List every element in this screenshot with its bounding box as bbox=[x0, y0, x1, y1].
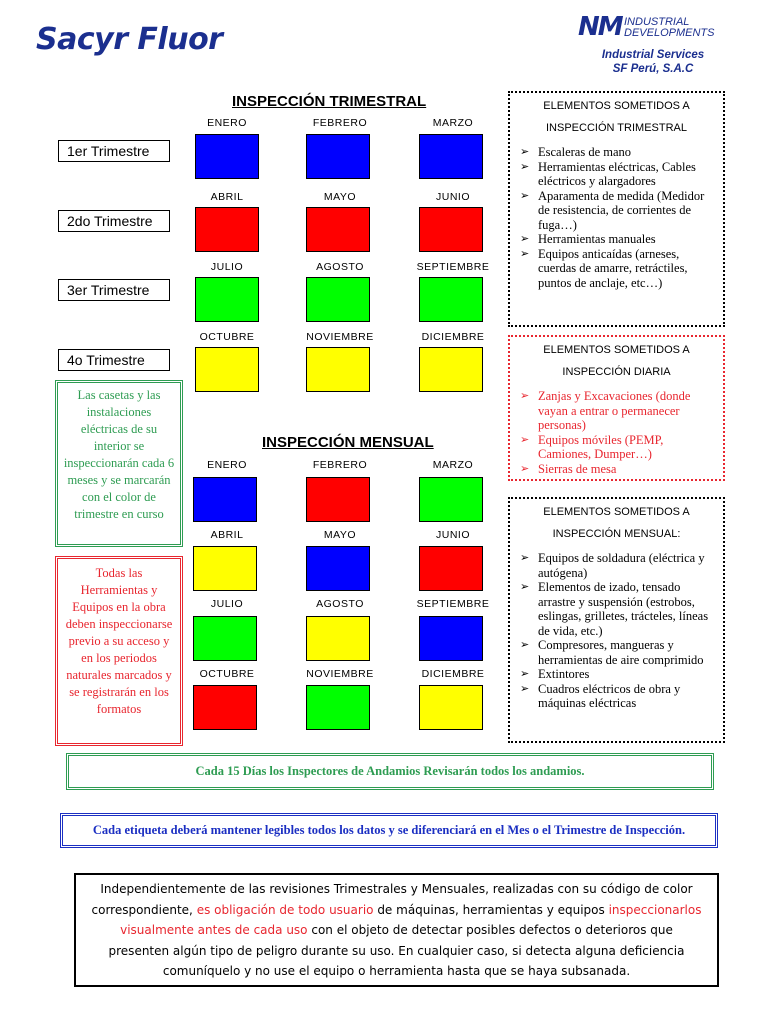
footer-text: Independientemente de las revisiones Trimestrales y Mensuales, realizadas con su código de color correspondiente, bbox=[91, 882, 693, 917]
daily-visual-inspection-notice bbox=[74, 873, 719, 987]
nm-logo-line1: INDUSTRIAL bbox=[624, 16, 690, 28]
month-label: OCTUBRE bbox=[199, 331, 255, 343]
panel-title-line2: INSPECCIÓN DIARIA bbox=[562, 366, 671, 378]
company-name bbox=[578, 48, 728, 76]
color-swatch bbox=[419, 277, 483, 322]
month-label: DICIEMBRE bbox=[421, 331, 485, 343]
label-legibility-banner: Cada etiqueta deberá mantener legibles todos los datos y se diferenciará en el Mes o el Trimestre de Inspección. bbox=[60, 813, 718, 848]
month-label: OCTUBRE bbox=[199, 668, 255, 680]
monthly-elements-list bbox=[510, 551, 723, 711]
list-item: ➢ Sierras de mesa bbox=[510, 462, 723, 477]
list-item: ➢ Aparamenta de medida (Medidor de resistencia, de corrientes de fuga…) bbox=[510, 189, 723, 233]
color-swatch bbox=[193, 685, 257, 730]
color-swatch bbox=[419, 685, 483, 730]
list-item: ➢ Extintores bbox=[510, 667, 723, 682]
footer-text: de máquinas, herramientas y equipos bbox=[373, 902, 609, 917]
quarter-label: 2do Trimestre bbox=[58, 210, 170, 232]
quarter-label: 3er Trimestre bbox=[58, 279, 170, 301]
panel-title bbox=[510, 337, 723, 383]
color-swatch bbox=[306, 616, 370, 661]
color-swatch bbox=[419, 207, 483, 252]
cabins-note: Las casetas y las instalaciones eléctricas de su interior se inspeccionarán cada 6 meses y se marcarán con el color de trimestre en curso bbox=[55, 380, 183, 547]
color-swatch bbox=[306, 277, 370, 322]
color-swatch bbox=[306, 685, 370, 730]
month-label: AGOSTO bbox=[316, 598, 364, 610]
list-item: ➢ Escaleras de mano bbox=[510, 145, 723, 160]
color-swatch bbox=[195, 207, 259, 252]
color-swatch bbox=[419, 477, 483, 522]
list-item: ➢ Elementos de izado, tensado arrastre y suspensión (estrobos, eslingas, grilletes, trácteles, líneas de vida, etc.) bbox=[510, 580, 723, 638]
month-label: NOVIEMBRE bbox=[306, 668, 374, 680]
footer-text: con el objeto de detectar posibles defectos o deterioros que presenten algún tipo de peligro durante su uso. En cualquier caso, si detecta alguna deficiencia comuníquelo y no use el equipo o herramienta hasta que se haya subsanada. bbox=[108, 923, 685, 978]
scaffold-inspection-banner: Cada 15 Días los Inspectores de Andamios Revisarán todos los andamios. bbox=[66, 753, 714, 790]
footer-highlight: es obligación de todo usuario bbox=[196, 902, 374, 917]
month-label: NOVIEMBRE bbox=[306, 331, 374, 343]
list-item: ➢ Herramientas eléctricas, Cables eléctricos y alargadores bbox=[510, 160, 723, 189]
month-label: DICIEMBRE bbox=[421, 668, 485, 680]
panel-title-line2: INSPECCIÓN TRIMESTRAL bbox=[546, 122, 687, 134]
month-label: AGOSTO bbox=[316, 261, 364, 273]
color-swatch bbox=[195, 277, 259, 322]
quarterly-elements-list bbox=[510, 145, 723, 290]
daily-elements-list bbox=[510, 389, 723, 476]
month-label: JULIO bbox=[210, 598, 244, 610]
quarter-label: 1er Trimestre bbox=[58, 140, 170, 162]
month-label: FEBRERO bbox=[312, 459, 368, 471]
panel-title-line1: ELEMENTOS SOMETIDOS A bbox=[543, 506, 690, 518]
month-label: ABRIL bbox=[210, 191, 244, 203]
sacyr-fluor-logo: Sacyr Fluor bbox=[36, 22, 223, 57]
color-swatch bbox=[193, 477, 257, 522]
list-item: ➢ Cuadros eléctricos de obra y máquinas eléctricas bbox=[510, 682, 723, 711]
company-line1: Industrial Services bbox=[601, 49, 705, 61]
color-swatch bbox=[306, 477, 370, 522]
list-item: ➢ Equipos de soldadura (eléctrica y autógena) bbox=[510, 551, 723, 580]
list-item: ➢ Zanjas y Excavaciones (donde vayan a entrar o permanecer personas) bbox=[510, 389, 723, 433]
monthly-title: INSPECCIÓN MENSUAL bbox=[262, 434, 434, 451]
panel-title bbox=[510, 499, 723, 545]
quarterly-elements-panel bbox=[508, 91, 725, 327]
company-line2: SF Perú, S.A.C bbox=[612, 63, 694, 75]
color-swatch bbox=[193, 616, 257, 661]
nm-logo-mark: NM bbox=[578, 12, 622, 42]
quarterly-title: INSPECCIÓN TRIMESTRAL bbox=[232, 93, 427, 110]
month-label: SEPTIEMBRE bbox=[416, 598, 490, 610]
month-label: FEBRERO bbox=[312, 117, 368, 129]
color-swatch bbox=[195, 347, 259, 392]
list-item: ➢ Equipos móviles (PEMP, Camiones, Dumper…) bbox=[510, 433, 723, 462]
month-label: ENERO bbox=[207, 117, 247, 129]
footer-highlight: inspeccionarlos visualmente antes de cada uso bbox=[120, 902, 702, 937]
daily-elements-panel bbox=[508, 335, 725, 481]
list-item: ➢ Compresores, mangueras y herramientas de aire comprimido bbox=[510, 638, 723, 667]
panel-title-line2: INSPECCIÓN MENSUAL: bbox=[552, 528, 681, 540]
month-label: MARZO bbox=[432, 117, 474, 129]
color-swatch bbox=[193, 546, 257, 591]
nm-industrial-logo bbox=[578, 14, 728, 44]
nm-logo-line2: DEVELOPMENTS bbox=[624, 27, 715, 39]
tools-note: Todas las Herramientas y Equipos en la obra deben inspeccionarse previo a su acceso y en los periodos naturales marcados y se registrarán en los formatos bbox=[55, 556, 183, 746]
month-label: MAYO bbox=[323, 191, 357, 203]
color-swatch bbox=[419, 546, 483, 591]
month-label: MARZO bbox=[432, 459, 474, 471]
color-swatch bbox=[419, 134, 483, 179]
month-label: MAYO bbox=[323, 529, 357, 541]
monthly-elements-panel bbox=[508, 497, 725, 743]
panel-title bbox=[510, 93, 723, 139]
color-swatch bbox=[306, 546, 370, 591]
month-label: SEPTIEMBRE bbox=[416, 261, 490, 273]
panel-title-line1: ELEMENTOS SOMETIDOS A bbox=[543, 344, 690, 356]
color-swatch bbox=[419, 347, 483, 392]
panel-title-line1: ELEMENTOS SOMETIDOS A bbox=[543, 100, 690, 112]
month-label: JUNIO bbox=[436, 529, 470, 541]
month-label: JUNIO bbox=[436, 191, 470, 203]
quarter-label: 4o Trimestre bbox=[58, 349, 170, 371]
list-item: ➢ Equipos anticaídas (arneses, cuerdas de amarre, retráctiles, puntos de anclaje, etc…) bbox=[510, 247, 723, 291]
color-swatch bbox=[195, 134, 259, 179]
color-swatch bbox=[419, 616, 483, 661]
month-label: JULIO bbox=[210, 261, 244, 273]
color-swatch bbox=[306, 134, 370, 179]
color-swatch bbox=[306, 347, 370, 392]
color-swatch bbox=[306, 207, 370, 252]
month-label: ENERO bbox=[207, 459, 247, 471]
list-item: ➢ Herramientas manuales bbox=[510, 232, 723, 247]
month-label: ABRIL bbox=[210, 529, 244, 541]
